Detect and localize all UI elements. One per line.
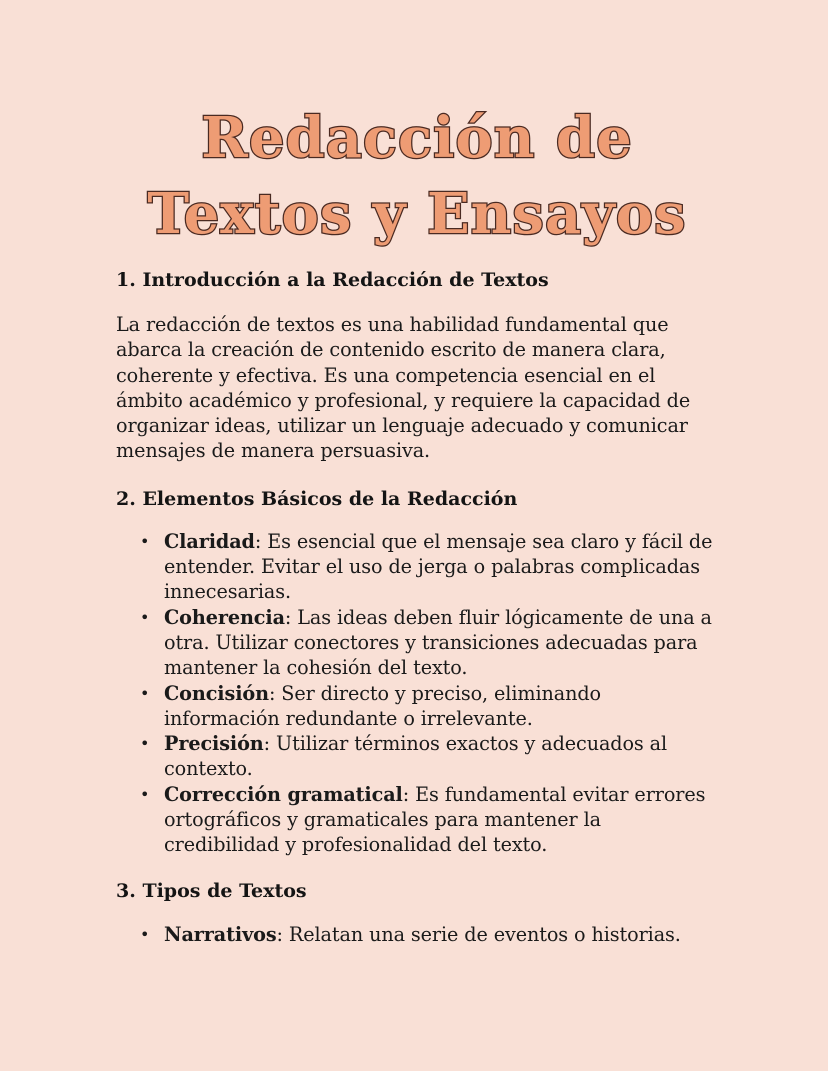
list-item-text: : Es fundamental evitar errores ortográficos y gramaticales para mantener la credibilidad y profesionalidad del texto. xyxy=(164,782,706,857)
list-item-coherencia xyxy=(140,605,718,681)
bullet-icon: • xyxy=(140,924,150,944)
bullet-icon: • xyxy=(140,607,150,627)
bullet-icon: • xyxy=(140,683,150,703)
list-item-term: Coherencia xyxy=(164,605,285,629)
bullet-icon: • xyxy=(140,734,150,754)
list-item-term: Corrección gramatical xyxy=(164,782,403,806)
list-item-claridad xyxy=(140,529,718,605)
list-item-term: Narrativos xyxy=(164,922,277,946)
list-item-text: : Utilizar términos exactos y adecuados al contexto. xyxy=(164,732,668,781)
list-item-text: : Las ideas deben fluir lógicamente de una a otra. Utilizar conectores y transiciones adecuadas para mantener la cohesión del texto. xyxy=(164,605,712,680)
list-item-precision xyxy=(140,731,718,782)
bullet-icon: • xyxy=(140,531,150,551)
section-heading-elementos: 2. Elementos Básicos de la Redacción xyxy=(116,487,518,510)
list-item-term: Concisión xyxy=(164,681,269,705)
list-item-concision xyxy=(140,681,718,732)
list-item-narrativos xyxy=(140,922,718,947)
elementos-list xyxy=(116,529,718,858)
list-item-text: : Es esencial que el mensaje sea claro y fácil de entender. Evitar el uso de jerga o palabras complicadas innecesarias. xyxy=(164,529,713,604)
section-heading-tipos: 3. Tipos de Textos xyxy=(116,879,307,902)
bullet-icon: • xyxy=(140,784,150,804)
title-line-1: Redacción de xyxy=(201,105,633,171)
section-paragraph-introduccion: La redacción de textos es una habilidad fundamental que abarca la creación de contenido escrito de manera clara, coherente y efectiva. Es una competencia esencial en el ámbito académico y profesional, y requiere la capacidad de organizar ideas, utilizar un lenguaje adecuado y comunicar mensajes de manera persuasiva. xyxy=(116,313,691,463)
section-heading-introduccion: 1. Introducción a la Redacción de Textos xyxy=(116,269,549,291)
list-item-text: : Relatan una serie de eventos o historias. xyxy=(276,922,681,946)
tipos-list xyxy=(116,922,718,947)
list-item-correccion-gramatical xyxy=(140,782,718,858)
title-line-2: Textos y Ensayos xyxy=(147,181,687,247)
list-item-text: : Ser directo y preciso, eliminando información redundante o irrelevante. xyxy=(164,681,602,730)
list-item-term: Claridad xyxy=(164,529,255,553)
document-title xyxy=(116,0,718,252)
list-item-term: Precisión xyxy=(164,732,264,756)
